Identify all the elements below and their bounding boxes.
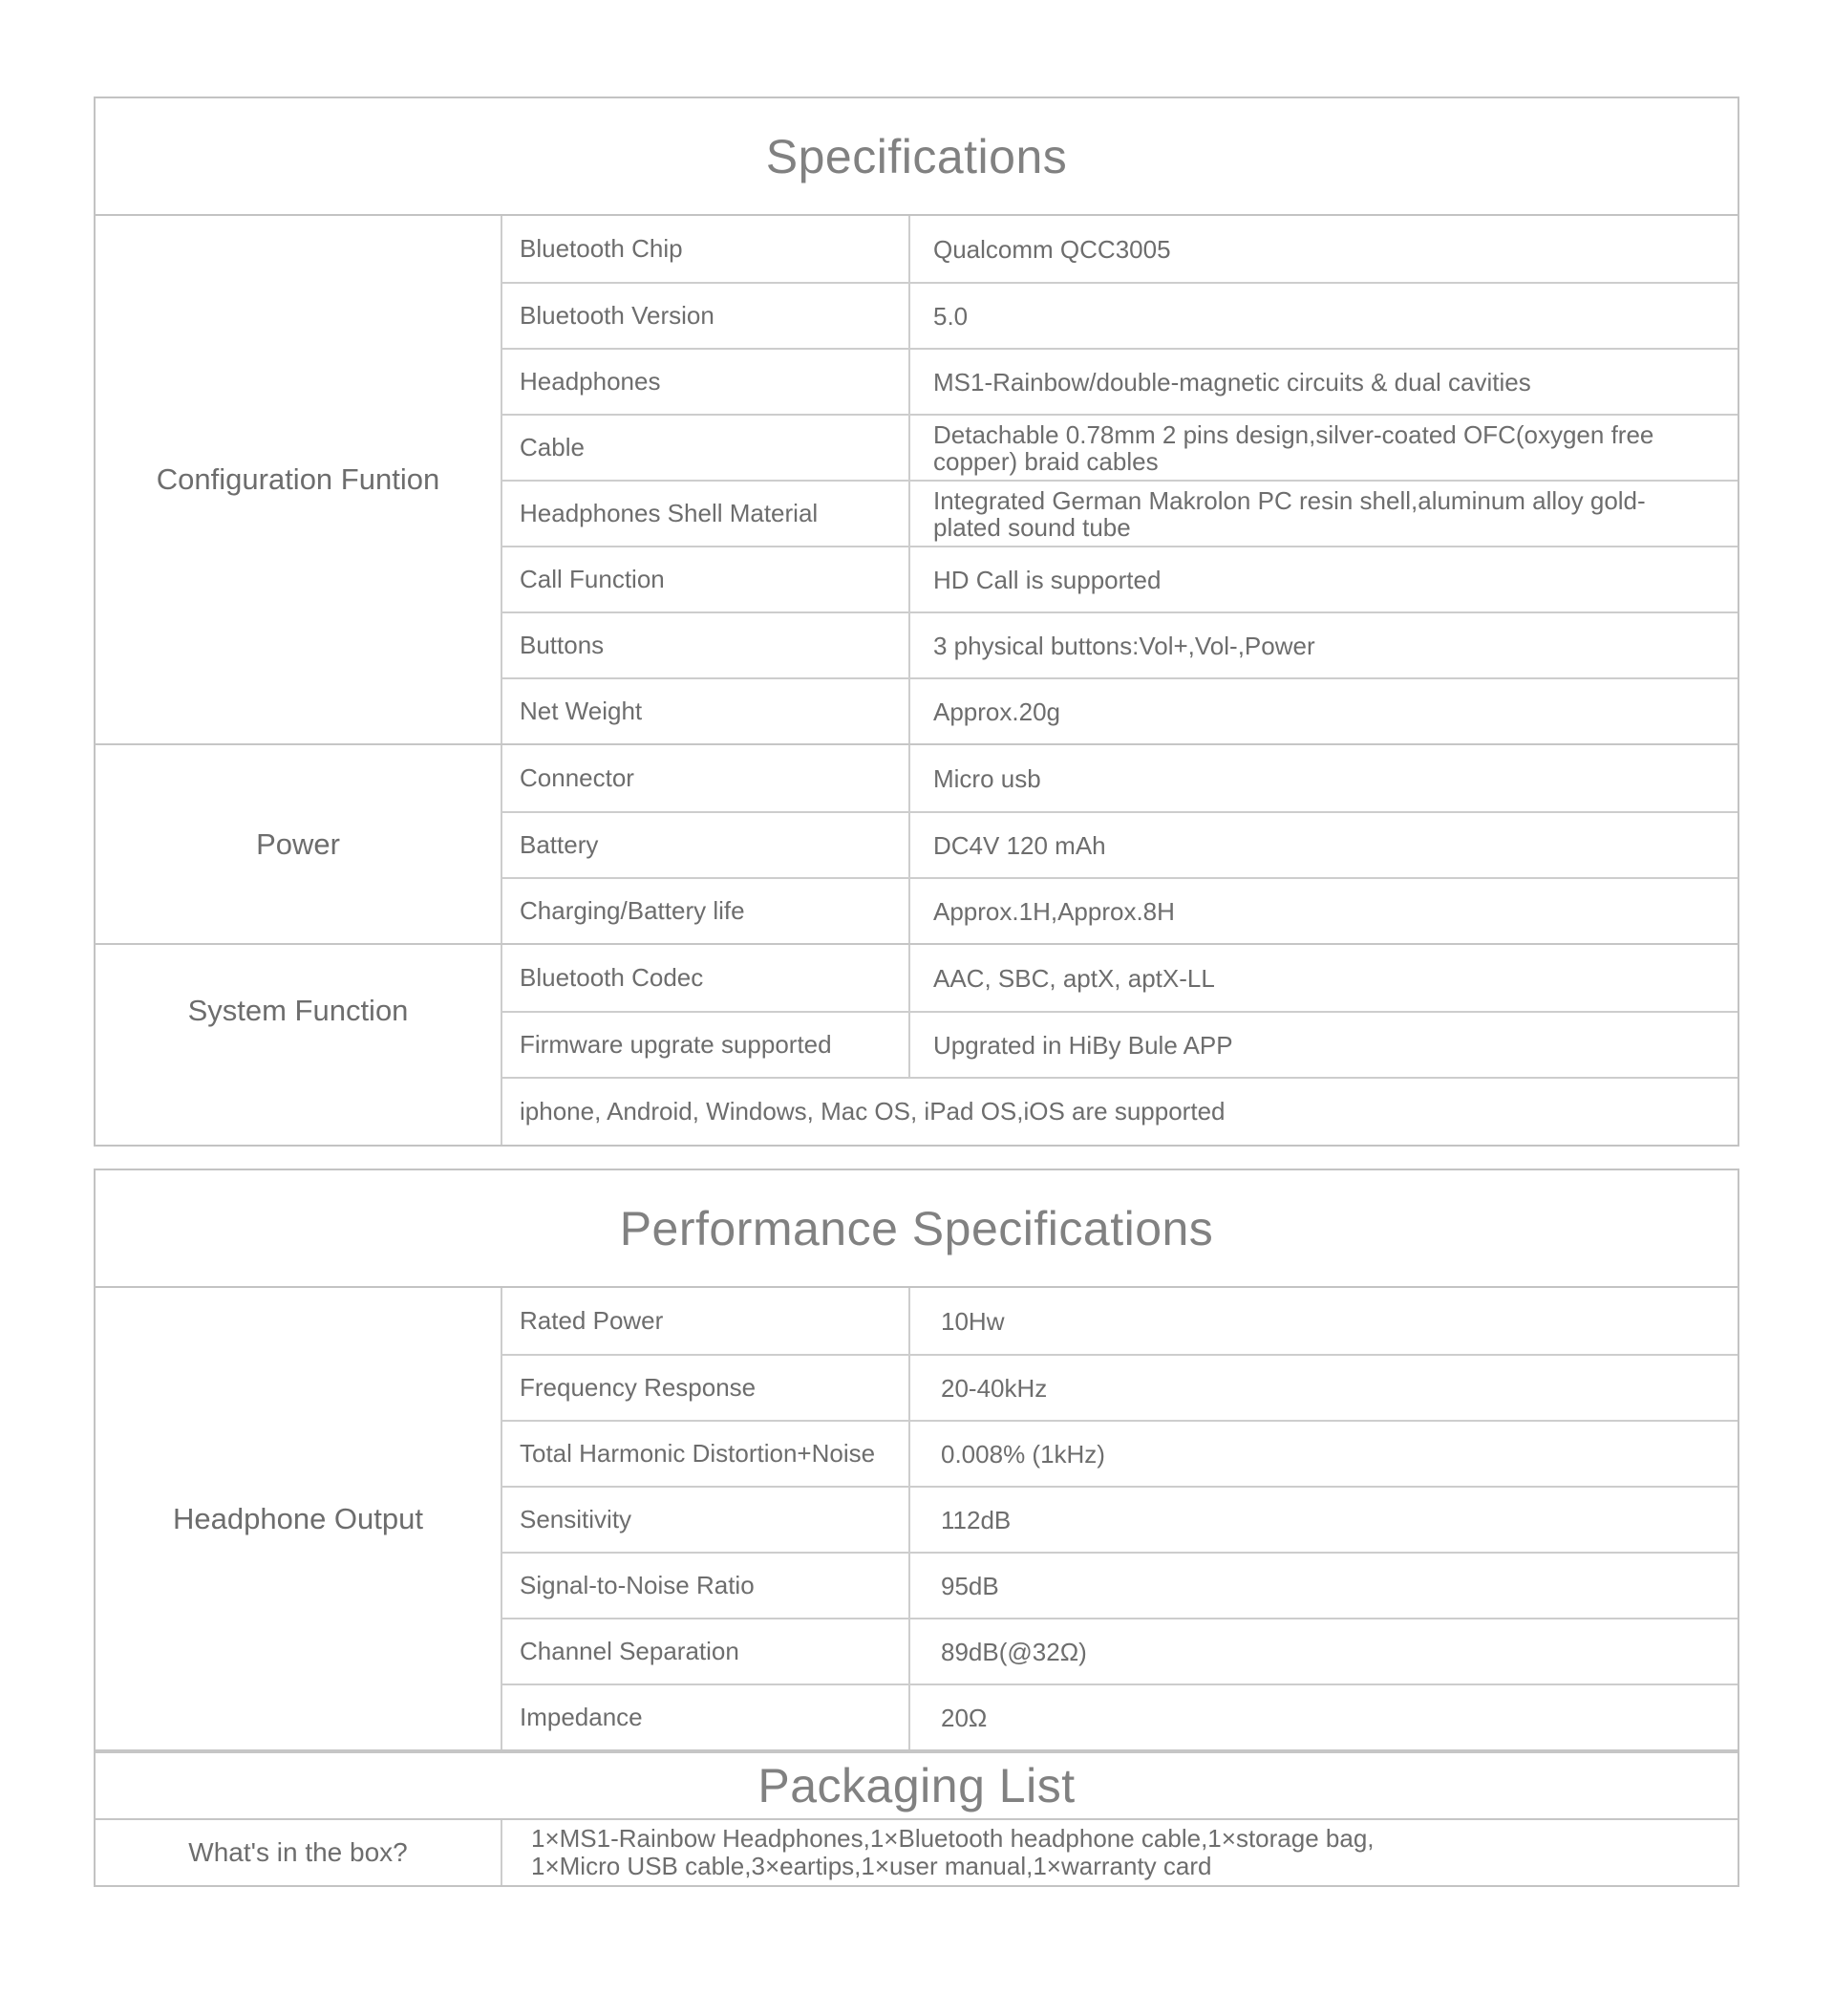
table-row	[502, 1420, 1738, 1486]
spec-value: 0.008% (1kHz)	[941, 1439, 1105, 1469]
table-row	[502, 216, 1738, 282]
group-rows-configuration	[502, 216, 1738, 743]
spec-value: HD Call is supported	[933, 565, 1162, 594]
box-contents-line-2: 1×Micro USB cable,3×eartips,1×user manual,1×warranty card	[531, 1852, 1212, 1880]
spec-value: 5.0	[933, 301, 969, 331]
packaging-list-title: Packaging List	[96, 1751, 1738, 1818]
group-rows-power	[502, 745, 1738, 943]
spec-value: Detachable 0.78mm 2 pins design,silver-coated OFC(oxygen free copper) braid cables	[933, 419, 1654, 476]
spec-label: Signal-to-Noise Ratio	[502, 1554, 910, 1618]
spec-label: Headphones Shell Material	[502, 482, 910, 546]
group-label-configuration-funtion: Configuration Funtion	[96, 216, 502, 743]
table-row	[502, 546, 1738, 611]
spec-value: 3 physical buttons:Vol+,Vol-,Power	[933, 631, 1315, 660]
whats-in-the-box-label: What's in the box?	[96, 1820, 502, 1885]
table-row-merged	[502, 1077, 1738, 1145]
spec-value: Qualcomm QCC3005	[933, 234, 1171, 264]
table-row	[502, 348, 1738, 414]
spec-value: AAC, SBC, aptX, aptX-LL	[933, 963, 1215, 993]
spec-label: Sensitivity	[502, 1488, 910, 1552]
spec-label: Firmware upgrate supported	[502, 1013, 910, 1077]
spec-value: 89dB(@32Ω)	[941, 1637, 1087, 1666]
spec-value: MS1-Rainbow/double-magnetic circuits & dual cavities	[933, 367, 1531, 397]
spec-value: 20-40kHz	[941, 1373, 1048, 1403]
spec-label: Bluetooth Version	[502, 284, 910, 348]
table-row	[502, 611, 1738, 677]
table-row	[502, 480, 1738, 546]
table-row	[502, 414, 1738, 480]
spec-value: Upgrated in HiBy Bule APP	[933, 1030, 1233, 1060]
spec-label: Total Harmonic Distortion+Noise	[502, 1422, 910, 1486]
spec-value: Micro usb	[933, 763, 1041, 793]
group-label-headphone-output: Headphone Output	[96, 1288, 502, 1749]
spec-label: Bluetooth Chip	[502, 216, 910, 282]
specifications-title: Specifications	[96, 98, 1738, 216]
group-system-function	[96, 945, 1738, 1145]
table-row	[502, 1618, 1738, 1684]
box-contents-value	[502, 1820, 1738, 1885]
supported-os-value: iphone, Android, Windows, Mac OS, iPad OS,iOS are supported	[520, 1097, 1226, 1126]
spec-label: Frequency Response	[502, 1356, 910, 1420]
table-row	[502, 811, 1738, 877]
spec-value: 20Ω	[941, 1703, 988, 1732]
spec-value: Approx.20g	[933, 697, 1060, 726]
group-headphone-output	[96, 1288, 1738, 1751]
table-row	[502, 945, 1738, 1011]
table-row	[502, 1354, 1738, 1420]
table-row	[502, 1684, 1738, 1749]
spec-label: Connector	[502, 745, 910, 811]
spec-label: Headphones	[502, 350, 910, 414]
table-row	[502, 1288, 1738, 1354]
spec-label: Charging/Battery life	[502, 879, 910, 943]
table-row	[502, 1552, 1738, 1618]
spec-value: 95dB	[941, 1571, 999, 1600]
performance-table	[94, 1169, 1739, 1887]
group-configuration-funtion	[96, 216, 1738, 745]
spec-value: 10Hw	[941, 1306, 1005, 1336]
table-row	[502, 677, 1738, 743]
spec-label: Cable	[502, 416, 910, 480]
group-rows-system	[502, 945, 1738, 1145]
spec-sheet	[94, 97, 1739, 1887]
spec-value: DC4V 120 mAh	[933, 830, 1106, 860]
whats-in-the-box-row	[96, 1818, 1738, 1885]
spec-label: Channel Separation	[502, 1619, 910, 1684]
group-rows-headphone-output	[502, 1288, 1738, 1749]
table-row	[502, 745, 1738, 811]
spec-label: Rated Power	[502, 1288, 910, 1354]
spec-label: Impedance	[502, 1685, 910, 1749]
spec-label: Net Weight	[502, 679, 910, 743]
spec-value: 112dB	[941, 1505, 1012, 1534]
spec-label: Bluetooth Codec	[502, 945, 910, 1011]
spec-label: Battery	[502, 813, 910, 877]
specifications-table	[94, 97, 1739, 1147]
spec-label: Buttons	[502, 613, 910, 677]
group-label-power: Power	[96, 745, 502, 943]
performance-title: Performance Specifications	[96, 1170, 1738, 1288]
group-label-system-function: System Function	[96, 945, 502, 1145]
table-row	[502, 1486, 1738, 1552]
group-power	[96, 745, 1738, 945]
table-row	[502, 877, 1738, 943]
table-row	[502, 1011, 1738, 1077]
spec-value: Integrated German Makrolon PC resin shell,aluminum alloy gold-plated sound tube	[933, 485, 1646, 542]
spec-value: Approx.1H,Approx.8H	[933, 896, 1175, 926]
table-row	[502, 282, 1738, 348]
box-contents-line-1: 1×MS1-Rainbow Headphones,1×Bluetooth headphone cable,1×storage bag,	[531, 1824, 1375, 1853]
spec-label: Call Function	[502, 547, 910, 611]
